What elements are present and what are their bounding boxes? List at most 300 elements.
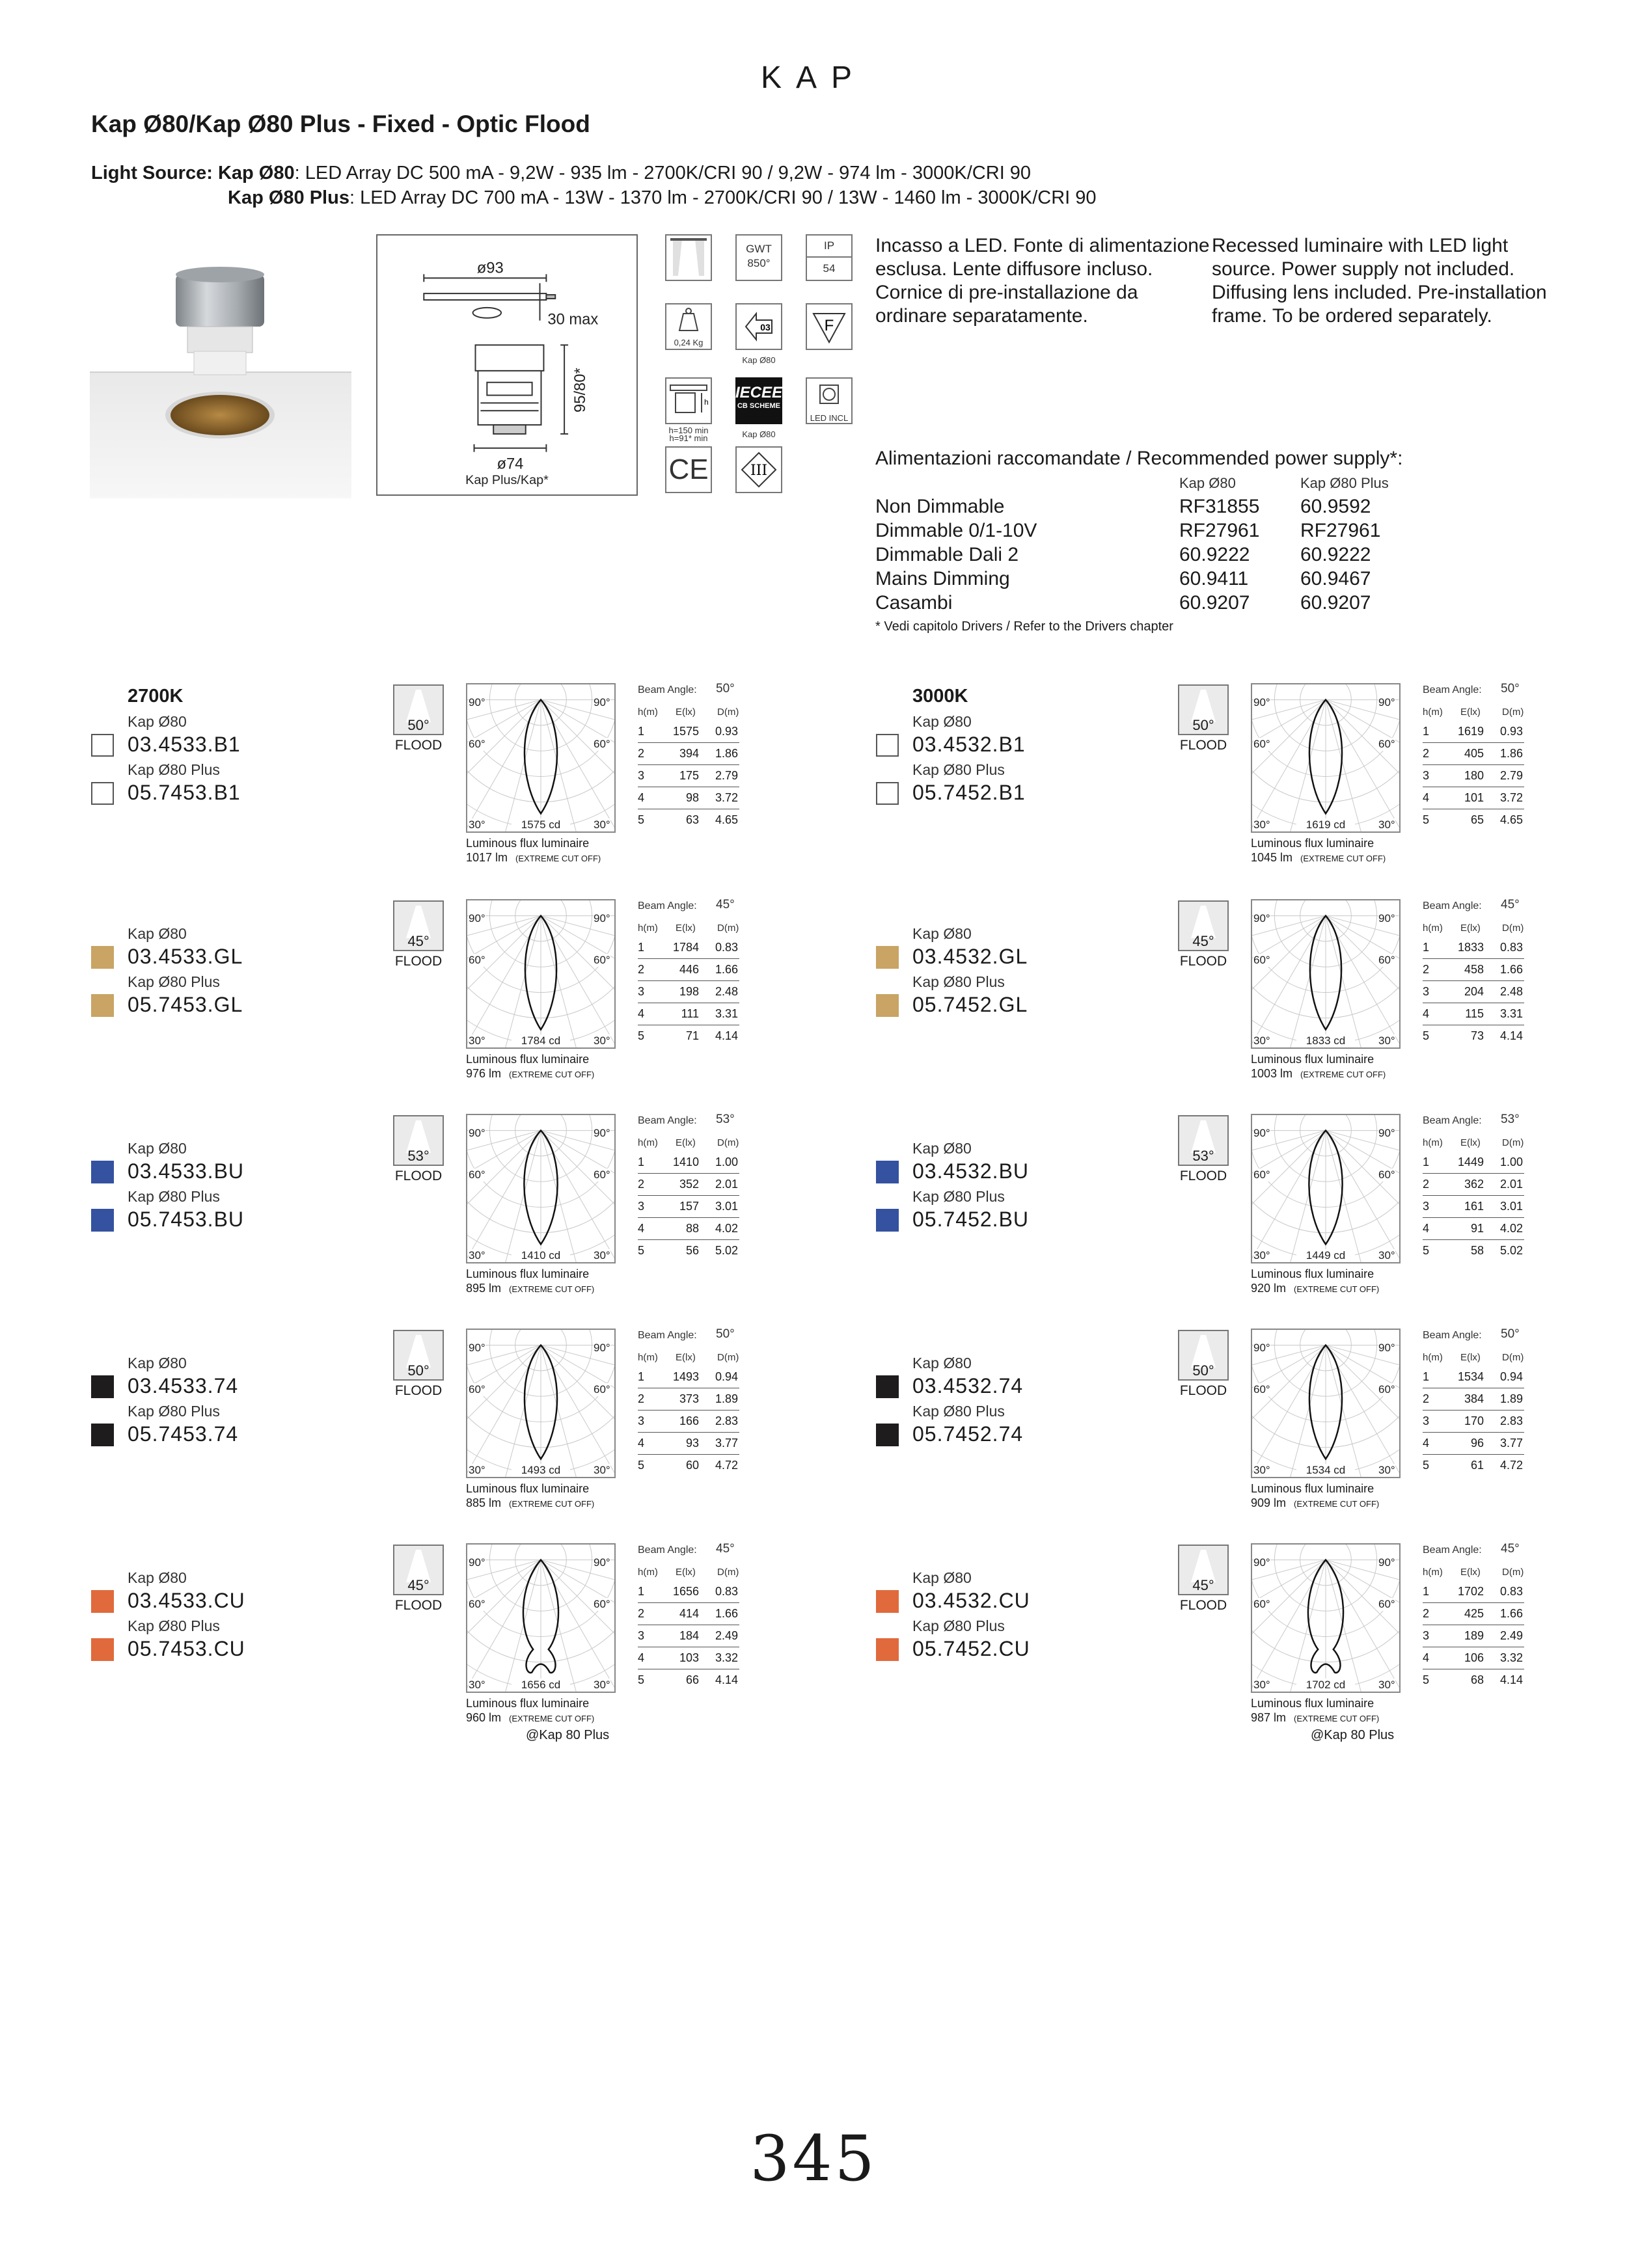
product-code-kap80plus: 05.7452.GL [912, 993, 1028, 1016]
cutoff-label: (EXTREME CUT OFF) [509, 1284, 595, 1294]
flood-label: FLOOD [394, 1383, 443, 1398]
luminous-flux-line [1251, 1282, 1379, 1295]
flood-label: FLOOD [1179, 1168, 1227, 1183]
beam-table-cell: 3 [638, 769, 645, 782]
brand-title: KAP [760, 61, 867, 95]
flood-angle: 53° [1192, 1148, 1214, 1164]
polar-angle-label: 90° [1378, 1342, 1395, 1354]
polar-angle-label: 60° [594, 954, 610, 966]
polar-angle-label: 60° [1253, 1383, 1270, 1396]
cct-heading: 2700K [128, 686, 184, 707]
beam-table-row [638, 1625, 739, 1647]
beam-table-cell: 3 [638, 1629, 645, 1642]
ip-label: IP [807, 236, 851, 258]
beam-table-cell: 2.83 [1499, 1414, 1523, 1427]
product-code-kap80: 03.4533.CU [128, 1589, 245, 1612]
luminous-flux-label: Luminous flux luminaire [1251, 1267, 1374, 1280]
beam-angle-label: Beam Angle: [638, 1330, 697, 1341]
polar-angle-label: 60° [1253, 738, 1270, 750]
beam-table-cell: 1.00 [1499, 1155, 1523, 1168]
beam-table-header: D(m) [1502, 707, 1524, 718]
plus-note: @Kap 80 Plus [526, 1728, 610, 1742]
beam-table-row [638, 743, 739, 765]
beam-table-cell: 5 [638, 1673, 645, 1686]
luminous-flux-label: Luminous flux luminaire [466, 1267, 590, 1280]
variant-label-kap80: Kap Ø80 [128, 713, 187, 730]
variant-label-kap80plus: Kap Ø80 Plus [128, 1403, 220, 1420]
beam-table-header: h(m) [638, 1352, 658, 1363]
beam-table-header: E(lx) [676, 923, 696, 934]
cutoff-label: (EXTREME CUT OFF) [509, 1070, 595, 1079]
polar-angle-label: 60° [1378, 1598, 1395, 1610]
variant-label-kap80plus: Kap Ø80 Plus [128, 1617, 220, 1634]
beam-table-cell: 3 [1423, 985, 1430, 998]
beam-table-cell: 66 [685, 1673, 699, 1686]
polar-angle-label: 30° [1378, 1679, 1395, 1691]
beam-table-cell: 414 [679, 1607, 699, 1620]
variant-label-kap80: Kap Ø80 [128, 925, 187, 942]
finish-swatch[interactable] [876, 994, 899, 1017]
beam-table-header: D(m) [717, 923, 739, 934]
finish-swatch[interactable] [91, 782, 114, 805]
beam-table-cell: 405 [1464, 747, 1484, 760]
finish-swatch[interactable] [91, 994, 114, 1017]
polar-angle-label: 30° [469, 1034, 485, 1047]
polar-angle-label: 60° [1378, 954, 1395, 966]
beam-table-cell: 1.66 [715, 1607, 738, 1620]
beam-table-cell: 2 [1423, 1178, 1430, 1191]
polar-angle-label: 30° [594, 1464, 610, 1476]
beam-table-row [638, 809, 739, 831]
finish-swatch[interactable] [91, 1638, 114, 1661]
beam-table-cell: 5 [638, 1459, 645, 1472]
polar-angle-label: 60° [1378, 738, 1395, 750]
finish-swatch[interactable] [876, 1209, 899, 1232]
beam-table-cell: 71 [685, 1029, 699, 1042]
finish-swatch[interactable] [91, 1375, 114, 1398]
beam-table-cell: 68 [1470, 1673, 1484, 1686]
light-source-label: Light Source: [91, 163, 213, 183]
beam-table-cell: 1702 [1457, 1585, 1484, 1598]
polar-angle-label: 30° [1253, 818, 1270, 831]
beam-table-cell: 4 [638, 1007, 645, 1020]
dim-bottom-diameter: ø74 [497, 455, 524, 473]
beam-table-cell: 4.14 [1499, 1673, 1523, 1686]
beam-table-row [1423, 1025, 1524, 1047]
beam-table-cell: 98 [685, 791, 699, 804]
polar-grid-ray [1252, 916, 1326, 1025]
polar-angle-label: 90° [594, 696, 610, 709]
flood-label: FLOOD [1179, 1383, 1227, 1398]
beam-table-row [638, 981, 739, 1003]
luminous-flux-line [466, 1067, 594, 1081]
luminous-flux-value: 960 lm [466, 1711, 502, 1724]
beam-table-cell: 103 [679, 1651, 699, 1664]
beam-table-cell: 101 [1464, 791, 1484, 804]
beam-table-cell: 1 [1423, 1155, 1430, 1168]
power-supply-a-cell: RF31855 [1179, 496, 1260, 517]
beam-table-cell: 1.66 [715, 963, 738, 976]
dim-max-thickness: 30 max [547, 310, 599, 329]
flood-angle: 45° [407, 1577, 430, 1593]
beam-table-cell: 5 [1423, 1459, 1430, 1472]
beam-table-cell: 4 [1423, 1651, 1430, 1664]
beam-table-row [638, 1647, 739, 1669]
beam-table-cell: 2.48 [1499, 985, 1523, 998]
beam-table-cell: 2.48 [715, 985, 738, 998]
luminous-flux-value: 987 lm [1251, 1711, 1287, 1724]
cutoff-label: (EXTREME CUT OFF) [1294, 1714, 1380, 1723]
finish-swatch[interactable] [876, 1161, 899, 1183]
beam-table-cell: 0.83 [1499, 941, 1523, 954]
beam-table-row [1423, 1625, 1524, 1647]
beam-table-cell: 4.14 [715, 1029, 738, 1042]
beam-table-header: h(m) [638, 1137, 658, 1148]
class-number: 03 [760, 322, 771, 332]
beam-angle-value: 45° [1501, 898, 1520, 911]
beam-table-header: D(m) [717, 1567, 739, 1578]
finish-swatch[interactable] [876, 734, 899, 757]
beam-table-header: h(m) [1423, 1137, 1443, 1148]
polar-angle-label: 60° [469, 954, 485, 966]
beam-table-cell: 5 [638, 1029, 645, 1042]
beam-table-cell: 1 [1423, 941, 1430, 954]
beam-table-cell: 373 [679, 1392, 699, 1405]
power-supply-name-cell: Dimmable Dali 2 [875, 544, 1019, 565]
beam-table-row [1423, 1240, 1524, 1262]
polar-angle-label: 30° [1253, 1249, 1270, 1262]
power-supply-b-cell: 60.9207 [1300, 592, 1371, 614]
polar-diagram-svg [467, 900, 614, 1047]
beam-table-cell: 93 [685, 1437, 699, 1450]
cutoff-label: (EXTREME CUT OFF) [1294, 1284, 1380, 1294]
beam-table-cell: 161 [1464, 1200, 1484, 1213]
beam-table-header: h(m) [1423, 923, 1443, 934]
beam-table-cell: 4 [1423, 1007, 1430, 1020]
beam-table-cell: 1 [638, 1585, 645, 1598]
power-supply-a-cell: 60.9222 [1179, 544, 1250, 565]
polar-angle-label: 30° [1253, 1034, 1270, 1047]
beam-table-row [638, 959, 739, 981]
beam-table-cell: 1410 [672, 1155, 699, 1168]
beam-table-header: E(lx) [1460, 707, 1481, 718]
polar-angle-label: 30° [469, 1249, 485, 1262]
beam-table-cell: 0.83 [715, 1585, 738, 1598]
power-supply-col-kap80: Kap Ø80 [1179, 475, 1236, 491]
product-code-kap80plus: 05.7453.CU [128, 1637, 245, 1660]
finish-swatch[interactable] [876, 1590, 899, 1613]
beam-table-cell: 4 [1423, 791, 1430, 804]
product-code-kap80: 03.4533.74 [128, 1374, 239, 1397]
beam-table-row [638, 937, 739, 959]
product-code-kap80: 03.4532.GL [912, 945, 1028, 968]
beam-table-cell: 1575 [672, 725, 699, 738]
polar-angle-label: 30° [1378, 1249, 1395, 1262]
beam-table-cell: 4.72 [1499, 1459, 1523, 1472]
flood-label: FLOOD [1179, 738, 1227, 753]
beam-table-header: D(m) [717, 707, 739, 718]
beam-table-cell: 1.86 [715, 747, 738, 760]
beam-table-cell: 394 [679, 747, 699, 760]
variant-label-kap80: Kap Ø80 [912, 925, 972, 942]
beam-table-row [638, 1669, 739, 1692]
beam-angle-value: 45° [716, 898, 735, 911]
beam-table-cell: 184 [679, 1629, 699, 1642]
beam-table-cell: 4 [1423, 1437, 1430, 1450]
cutoff-label: (EXTREME CUT OFF) [509, 1714, 595, 1723]
finish-swatch[interactable] [876, 782, 899, 805]
gwt-label: GWT [746, 243, 772, 255]
luminous-flux-line [1251, 1496, 1379, 1510]
luminous-flux-label: Luminous flux luminaire [466, 1053, 590, 1066]
beam-table-row [1423, 1669, 1524, 1692]
beam-table-cell: 5 [1423, 813, 1430, 826]
power-supply-b-cell: 60.9592 [1300, 496, 1371, 517]
variant-label-kap80: Kap Ø80 [912, 713, 972, 730]
plus-note: @Kap 80 Plus [1311, 1728, 1395, 1742]
finish-swatch[interactable] [91, 1590, 114, 1613]
polar-diagram-svg [467, 1545, 614, 1692]
luminous-flux-label: Luminous flux luminaire [466, 837, 590, 850]
variant-label-kap80: Kap Ø80 [128, 1140, 187, 1157]
beam-table-cell: 1 [638, 941, 645, 954]
beam-table-cell: 1 [1423, 1370, 1430, 1383]
polar-angle-label: 30° [469, 818, 485, 831]
beam-table-cell: 3.77 [1499, 1437, 1523, 1450]
polar-grid-ray [1326, 916, 1399, 1025]
polar-diagram-svg [467, 1330, 614, 1477]
luminous-flux-label: Luminous flux luminaire [466, 1482, 590, 1495]
beam-table-row [638, 1388, 739, 1411]
dimension-drawing [376, 234, 638, 496]
polar-diagram-svg [467, 684, 614, 831]
flood-label: FLOOD [394, 1168, 443, 1183]
polar-angle-label: 90° [469, 912, 485, 925]
flood-label: FLOOD [394, 954, 443, 969]
flood-angle: 50° [1192, 717, 1214, 733]
beam-table-row [638, 721, 739, 743]
beam-table-cell: 2 [1423, 747, 1430, 760]
beam-table-cell: 1449 [1457, 1155, 1484, 1168]
beam-table-cell: 425 [1464, 1607, 1484, 1620]
beam-table-cell: 5 [638, 813, 645, 826]
polar-angle-label: 60° [469, 738, 485, 750]
beam-table-cell: 4.02 [715, 1222, 738, 1235]
finish-swatch[interactable] [91, 734, 114, 757]
beam-table-cell: 204 [1464, 985, 1484, 998]
beam-table-header: E(lx) [676, 1567, 696, 1578]
beam-table-row [1423, 1411, 1524, 1433]
finish-swatch[interactable] [876, 1424, 899, 1446]
dim-top-diameter: ø93 [476, 259, 504, 277]
cutoff-label: (EXTREME CUT OFF) [1300, 854, 1386, 863]
finish-swatch[interactable] [91, 1161, 114, 1183]
flood-angle: 53° [407, 1148, 430, 1164]
beam-table-cell: 198 [679, 985, 699, 998]
product-code-kap80plus: 05.7452.B1 [912, 781, 1026, 804]
recess-caption: h=150 min h=91* min [668, 425, 709, 443]
polar-diagram-svg [1252, 1330, 1399, 1477]
luminous-flux-value: 1017 lm [466, 851, 508, 864]
beam-table-row [1423, 1152, 1524, 1174]
beam-table-cell: 1619 [1457, 725, 1484, 738]
beam-table-cell: 3.01 [1499, 1200, 1523, 1213]
beam-table-row [1423, 765, 1524, 787]
polar-angle-label: 90° [594, 1127, 610, 1139]
flood-label: FLOOD [1179, 1598, 1227, 1613]
finish-swatch[interactable] [876, 1638, 899, 1661]
beam-angle-value: 53° [716, 1113, 735, 1126]
polar-angle-label: 90° [469, 1127, 485, 1139]
luminous-flux-line [1251, 851, 1386, 865]
polar-angle-label: 60° [469, 1598, 485, 1610]
beam-table-cell: 157 [679, 1200, 699, 1213]
variant-label-kap80plus: Kap Ø80 Plus [912, 1403, 1005, 1420]
flood-label: FLOOD [394, 1598, 443, 1613]
product-code-kap80plus: 05.7453.BU [128, 1208, 245, 1231]
beam-table-cell: 1.66 [1499, 963, 1523, 976]
beam-table-cell: 4.65 [715, 813, 738, 826]
recessed-icon [665, 234, 712, 281]
luminous-flux-line [1251, 1067, 1386, 1081]
led-incl-icon [806, 377, 853, 424]
beam-table-cell: 3.72 [715, 791, 738, 804]
polar-angle-label: 90° [1253, 1556, 1270, 1569]
polar-angle-label: 60° [469, 1383, 485, 1396]
beam-table-row [1423, 1647, 1524, 1669]
beam-table-row [638, 1025, 739, 1047]
luminous-flux-label: Luminous flux luminaire [1251, 1482, 1374, 1495]
beam-table-row [638, 1411, 739, 1433]
polar-angle-label: 90° [594, 912, 610, 925]
variant-label-kap80: Kap Ø80 [128, 1569, 187, 1586]
luminous-flux-line [466, 1711, 594, 1725]
polar-angle-label: 90° [594, 1556, 610, 1569]
beam-table-cell: 4.02 [1499, 1222, 1523, 1235]
light-source-text-2: : LED Array DC 700 mA - 13W - 1370 lm - 2700K/CRI 90 / 13W - 1460 lm - 3000K/CRI 90 [349, 187, 1097, 208]
beam-table-header: h(m) [1423, 1567, 1443, 1578]
polar-angle-label: 90° [1378, 1556, 1395, 1569]
recess-depth-icon [665, 377, 712, 424]
beam-angle-label: Beam Angle: [638, 684, 697, 695]
beam-table-cell: 58 [1470, 1244, 1484, 1257]
beam-table-cell: 5 [1423, 1029, 1430, 1042]
polar-angle-label: 30° [1253, 1464, 1270, 1476]
polar-angle-label: 30° [469, 1679, 485, 1691]
polar-peak-intensity: 1410 cd [512, 1249, 570, 1262]
polar-angle-label: 90° [1253, 1342, 1270, 1354]
finish-swatch[interactable] [876, 1375, 899, 1398]
ip-rating-icon [806, 234, 853, 281]
polar-angle-label: 90° [1253, 1127, 1270, 1139]
beam-table-cell: 96 [1470, 1437, 1484, 1450]
beam-table-cell: 1 [1423, 725, 1430, 738]
beam-table-cell: 4.14 [715, 1673, 738, 1686]
beam-angle-label: Beam Angle: [638, 1545, 697, 1556]
beam-table-row [638, 1152, 739, 1174]
beam-table-cell: 352 [679, 1178, 699, 1191]
polar-angle-label: 60° [1378, 1383, 1395, 1396]
beam-table-cell: 446 [679, 963, 699, 976]
polar-diagram-svg [1252, 1545, 1399, 1692]
power-supply-col-kap80plus: Kap Ø80 Plus [1300, 475, 1389, 491]
polar-angle-label: 30° [1378, 818, 1395, 831]
beam-table-row [1423, 809, 1524, 831]
luminous-flux-value: 1003 lm [1251, 1067, 1293, 1080]
luminous-flux-label: Luminous flux luminaire [1251, 837, 1374, 850]
description-it: Incasso a LED. Fonte di alimentazione esclusa. Lente diffusore incluso. Cornice di pre-installazione da ordinare separatamente. [875, 235, 1210, 327]
polar-angle-label: 90° [469, 1342, 485, 1354]
polar-angle-label: 90° [1378, 1127, 1395, 1139]
polar-angle-label: 30° [1253, 1679, 1270, 1691]
beam-table-cell: 0.83 [715, 941, 738, 954]
beam-table-cell: 2 [638, 1607, 645, 1620]
flood-angle: 45° [407, 933, 430, 949]
product-code-kap80plus: 05.7453.GL [128, 993, 243, 1016]
product-code-kap80plus: 05.7453.74 [128, 1422, 239, 1446]
luminous-flux-line [466, 1496, 594, 1510]
beam-table-row [638, 787, 739, 809]
product-code-kap80plus: 05.7452.CU [912, 1637, 1030, 1660]
polar-angle-label: 60° [594, 738, 610, 750]
beam-table-cell: 4.65 [1499, 813, 1523, 826]
beam-table-cell: 166 [679, 1414, 699, 1427]
light-source-name-1: Kap Ø80 [217, 163, 295, 183]
beam-table-cell: 1.86 [1499, 747, 1523, 760]
beam-table-cell: 4.14 [1499, 1029, 1523, 1042]
beam-table-header: h(m) [1423, 1352, 1443, 1363]
iecee-caption: Kap Ø80 [742, 429, 776, 439]
beam-table-row [638, 1240, 739, 1262]
finish-swatch[interactable] [91, 1209, 114, 1232]
beam-table-cell: 2 [638, 963, 645, 976]
power-supply-a-cell: 60.9207 [1179, 592, 1250, 614]
beam-table-cell: 60 [685, 1459, 699, 1472]
beam-table-cell: 1656 [672, 1585, 699, 1598]
beam-table-cell: 1534 [1457, 1370, 1484, 1383]
beam-table-cell: 1 [1423, 1585, 1430, 1598]
luminous-flux-value: 885 lm [466, 1496, 502, 1509]
f-mark-icon [806, 303, 853, 350]
finish-swatch[interactable] [91, 946, 114, 969]
polar-angle-label: 60° [594, 1383, 610, 1396]
polar-grid-ray [467, 916, 541, 1025]
polar-angle-label: 30° [594, 1034, 610, 1047]
finish-swatch[interactable] [876, 946, 899, 969]
power-supply-name-cell: Mains Dimming [875, 568, 1010, 589]
variant-label-kap80plus: Kap Ø80 Plus [128, 973, 220, 990]
luminous-flux-line [466, 1282, 594, 1295]
beam-table-cell: 0.93 [1499, 725, 1523, 738]
weight-value: 0,24 Kg [674, 338, 704, 347]
beam-table-row [1423, 937, 1524, 959]
beam-table-cell: 65 [1470, 813, 1484, 826]
luminous-flux-value: 895 lm [466, 1282, 502, 1295]
polar-peak-intensity: 1833 cd [1296, 1034, 1355, 1047]
flood-angle: 50° [407, 1362, 430, 1379]
flood-angle: 45° [1192, 1577, 1214, 1593]
iecee-sub: CB SCHEME [737, 402, 780, 410]
power-supply-title: Alimentazioni raccomandate / Recommended power supply*: [875, 448, 1403, 469]
beam-table-row [1423, 959, 1524, 981]
polar-peak-intensity: 1702 cd [1296, 1679, 1355, 1692]
flood-angle: 50° [1192, 1362, 1214, 1379]
finish-swatch[interactable] [91, 1424, 114, 1446]
variant-label-kap80plus: Kap Ø80 Plus [912, 1188, 1005, 1205]
product-code-kap80plus: 05.7452.74 [912, 1422, 1024, 1446]
beam-table-cell: 4 [638, 1651, 645, 1664]
beam-table-header: D(m) [1502, 1567, 1524, 1578]
